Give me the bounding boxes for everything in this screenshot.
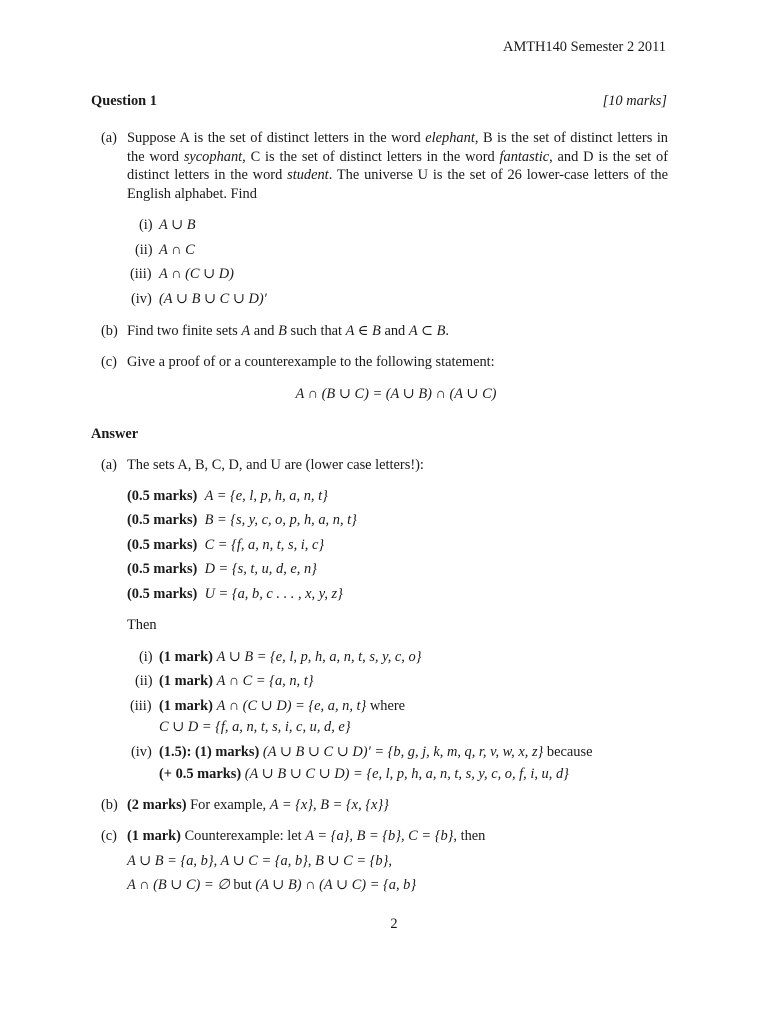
text-run: Suppose A is the set of distinct letters in the word bbox=[127, 130, 426, 146]
marks-label: (+ 0.5 marks) bbox=[159, 766, 242, 782]
marks-label: (0.5 marks) bbox=[127, 488, 198, 504]
answer-ii-label: (ii) bbox=[135, 673, 153, 689]
question-b-text bbox=[127, 322, 449, 341]
answer-iv-line2 bbox=[159, 765, 569, 784]
relation-subset: A ⊂ B bbox=[408, 323, 446, 339]
question-c-label: (c) bbox=[101, 354, 117, 370]
answer-iii-label: (iii) bbox=[130, 698, 152, 714]
answer-iv-row bbox=[159, 743, 592, 762]
marks-label: (1 mark) bbox=[159, 649, 213, 665]
answer-expr: A ∩ C = {a, n, t} bbox=[216, 673, 314, 689]
answer-iii-row bbox=[159, 697, 405, 716]
answer-then: Then bbox=[127, 617, 157, 633]
page-number: 2 bbox=[390, 916, 398, 932]
answer-a-intro: The sets A, B, C, D, and U are (lower case letters!): bbox=[127, 457, 424, 473]
relation-element: A ∈ B bbox=[345, 323, 381, 339]
set-expr: C = {f, a, n, t, s, i, c} bbox=[204, 537, 325, 553]
answer-b-label: (b) bbox=[101, 797, 118, 813]
answer-c-line3 bbox=[127, 876, 416, 895]
answer-set-row bbox=[127, 560, 317, 579]
question-a-text bbox=[127, 129, 668, 203]
answer-expr: (A ∪ B) ∩ (A ∪ C) = {a, b} bbox=[255, 877, 417, 893]
text-run: because bbox=[543, 744, 593, 760]
question-title: Question 1 bbox=[91, 93, 157, 109]
answer-iv-label: (iv) bbox=[131, 744, 152, 760]
marks-label: (1 mark) bbox=[159, 698, 213, 714]
text-run: , C is the set of distinct letters in the word bbox=[242, 148, 500, 165]
answer-set-row bbox=[127, 511, 357, 530]
question-c-equation: A ∩ (B ∪ C) = (A ∪ B) ∩ (A ∪ C) bbox=[295, 386, 497, 402]
text-run: , B is the set of distinct letters in the word bbox=[127, 130, 669, 165]
set-expr: A = {e, l, p, h, a, n, t} bbox=[204, 488, 328, 504]
answer-title: Answer bbox=[91, 426, 139, 442]
set-b: B bbox=[278, 323, 287, 339]
question-a-i-label: (i) bbox=[139, 217, 153, 233]
answer-a-label: (a) bbox=[101, 457, 117, 473]
question-a-ii-expr: A ∩ C bbox=[159, 242, 195, 258]
set-expr: D = {s, t, u, d, e, n} bbox=[204, 561, 317, 577]
set-expr: B = {s, y, c, o, p, h, a, n, t} bbox=[204, 512, 357, 528]
set-a: A bbox=[241, 323, 251, 339]
word-sycophant: sycophant bbox=[183, 148, 243, 165]
text-run: and bbox=[380, 323, 409, 339]
answer-c-row bbox=[127, 827, 485, 846]
question-a-iii-expr: A ∩ (C ∪ D) bbox=[159, 266, 234, 282]
answer-expr: A = {x}, B = {x, {x}} bbox=[269, 797, 389, 813]
text-run: such that bbox=[286, 323, 346, 339]
marks-label: (1.5): (1) marks) bbox=[159, 744, 260, 760]
answer-ii-row bbox=[159, 672, 313, 691]
word-fantastic: fantastic bbox=[499, 148, 550, 165]
marks-label: (2 marks) bbox=[127, 797, 187, 813]
answer-c-label: (c) bbox=[101, 828, 117, 844]
text-run: , and D is the set of distinct letters in the word bbox=[127, 148, 668, 183]
marks-label: (0.5 marks) bbox=[127, 586, 198, 602]
word-elephant: elephant bbox=[425, 130, 475, 146]
question-a-label: (a) bbox=[101, 130, 117, 146]
marks-label: (1 mark) bbox=[127, 828, 181, 844]
answer-i-label: (i) bbox=[139, 649, 153, 665]
answer-expr: (A ∪ B ∪ C ∪ D) = {e, l, p, h, a, n, t, s, y, c, o, f, i, u, d} bbox=[244, 766, 569, 782]
question-a-iv-label: (iv) bbox=[131, 291, 152, 307]
question-a-iii-label: (iii) bbox=[130, 266, 152, 282]
text-run: Find two finite sets bbox=[127, 323, 242, 339]
answer-set-row bbox=[127, 585, 343, 604]
question-marks: [10 marks] bbox=[602, 93, 667, 109]
answer-i-row bbox=[159, 648, 421, 667]
marks-label: (0.5 marks) bbox=[127, 537, 198, 553]
text-run: , then bbox=[453, 828, 486, 844]
question-a-ii-label: (ii) bbox=[135, 242, 153, 258]
course-header: AMTH140 Semester 2 2011 bbox=[503, 39, 666, 55]
question-c-text: Give a proof of or a counterexample to the following statement: bbox=[127, 354, 495, 370]
marks-label: (0.5 marks) bbox=[127, 512, 198, 528]
text-run: Counterexample: let bbox=[184, 828, 306, 844]
answer-expr: A ∪ B = {e, l, p, h, a, n, t, s, y, c, o} bbox=[216, 649, 422, 665]
word-student: student bbox=[287, 167, 329, 183]
text-run: and bbox=[250, 323, 279, 339]
answer-set-row bbox=[127, 536, 324, 555]
marks-label: (1 mark) bbox=[159, 673, 213, 689]
text-run: For example, bbox=[190, 797, 270, 813]
answer-set-row bbox=[127, 487, 328, 506]
set-expr: U = {a, b, c . . . , x, y, z} bbox=[204, 586, 343, 602]
text-run: . bbox=[445, 323, 450, 339]
text-run: but bbox=[229, 877, 256, 893]
answer-c-line2: A ∪ B = {a, b}, A ∪ C = {a, b}, B ∪ C = {b}, bbox=[127, 853, 392, 869]
answer-b-row bbox=[127, 796, 389, 815]
answer-expr: A = {a}, B = {b}, C = {b} bbox=[305, 828, 454, 844]
answer-expr: A ∩ (C ∪ D) = {e, a, n, t} bbox=[216, 698, 367, 714]
question-a-iv-expr: (A ∪ B ∪ C ∪ D)′ bbox=[159, 291, 267, 307]
answer-expr: A ∩ (B ∪ C) = ∅ bbox=[127, 877, 230, 893]
marks-label: (0.5 marks) bbox=[127, 561, 198, 577]
question-a-i-expr: A ∪ B bbox=[159, 217, 196, 233]
question-b-label: (b) bbox=[101, 323, 118, 339]
answer-expr: (A ∪ B ∪ C ∪ D)′ = {b, g, j, k, m, q, r, v, w, x, z} bbox=[262, 744, 544, 760]
text-run: . The universe U is the set of 26 lower-case letters of the English alphabet. Find bbox=[127, 167, 668, 202]
answer-iii-line2: C ∪ D = {f, a, n, t, s, i, c, u, d, e} bbox=[159, 719, 351, 735]
text-run: where bbox=[366, 698, 406, 714]
